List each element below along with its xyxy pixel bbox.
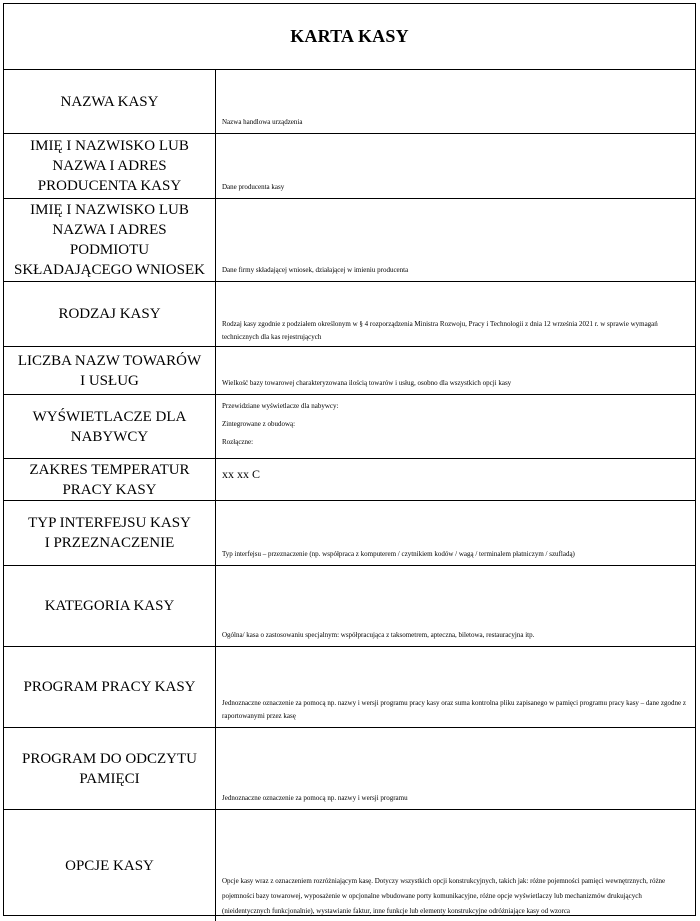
row-options xyxy=(4,810,695,921)
row-applicant xyxy=(4,199,695,282)
displays-lines xyxy=(222,397,687,451)
row-temperature xyxy=(4,459,695,501)
field-goods-count[interactable] xyxy=(216,347,695,394)
row-goods-count xyxy=(4,347,695,395)
row-register-type xyxy=(4,282,695,347)
hint-memory-reader: Jednoznaczne oznaczenie za pomocą np. nazwy i wersji programu xyxy=(222,794,408,802)
row-category xyxy=(4,566,695,647)
label-temperature: ZAKRES TEMPERATUR PRACY KASY xyxy=(4,459,216,500)
cash-register-card xyxy=(3,3,696,916)
label-displays: WYŚWIETLACZE DLA NABYWCY xyxy=(4,395,216,458)
field-program[interactable] xyxy=(216,647,695,727)
label-category: KATEGORIA KASY xyxy=(4,566,216,646)
display-line-separate: Rozłączne: xyxy=(222,438,254,446)
field-category[interactable] xyxy=(216,566,695,646)
display-line-provided: Przewidziane wyświetlacze dla nabywcy: xyxy=(222,402,339,410)
row-manufacturer xyxy=(4,134,695,199)
hint-manufacturer: Dane producenta kasy xyxy=(222,183,285,191)
row-program xyxy=(4,647,695,728)
row-register-name xyxy=(4,70,695,134)
label-manufacturer: IMIĘ I NAZWISKO LUB NAZWA I ADRES PRODUCENTA KASY xyxy=(4,134,216,198)
field-displays[interactable] xyxy=(216,395,695,458)
hint-applicant: Dane firmy składającej wniosek, działającej w imieniu producenta xyxy=(222,266,409,274)
hint-interface: Typ interfejsu – przeznaczenie (np. współpraca z komputerem / czytnikiem kodów / wagą / terminalem płatniczym / szufladą) xyxy=(222,550,575,558)
hint-goods-count: Wielkość bazy towarowej charakteryzowana ilością towarów i usług, osobno dla wszystkich opcji kasy xyxy=(222,379,512,387)
hint-register-type: Rodzaj kasy zgodnie z podziałem określonym w § 4 rozporządzenia Ministra Rozwoju, Pracy i Technologii z dnia 12 września 2021 r. w sprawie wymagań technicznych dla kas rejestrujących xyxy=(222,320,658,341)
row-interface xyxy=(4,501,695,566)
label-interface: TYP INTERFEJSU KASY I PRZEZNACZENIE xyxy=(4,501,216,565)
field-manufacturer[interactable] xyxy=(216,134,695,198)
field-memory-reader[interactable] xyxy=(216,728,695,809)
field-applicant[interactable] xyxy=(216,199,695,281)
row-displays xyxy=(4,395,695,459)
label-register-name: NAZWA KASY xyxy=(4,70,216,133)
field-register-name[interactable] xyxy=(216,70,695,133)
row-memory-reader xyxy=(4,728,695,810)
label-memory-reader: PROGRAM DO ODCZYTU PAMIĘCI xyxy=(4,728,216,809)
hint-options: Opcje kasy wraz z oznaczeniem rozróżniającym kasę. Dotyczy wszystkich opcji konstrukcyjnych, takich jak: różne pojemności pamięci wewnętrznych, różne pojemności bazy towarowej, wyposażenie w opcjonalne wbudowane porty komunikacyjne, różne opcje wyświetlaczy lub mechanizmów drukujących (nieidentycznych funkcjonalnie), wystawianie faktur, inne funkcje lub elementy konstrukcyjne odróżniające kasy od wzorca xyxy=(222,877,666,915)
field-temperature[interactable] xyxy=(216,459,695,500)
label-register-type: RODZAJ KASY xyxy=(4,282,216,346)
label-applicant: IMIĘ I NAZWISKO LUB NAZWA I ADRES PODMIOTU SKŁADAJĄCEGO WNIOSEK xyxy=(4,199,216,281)
label-options: OPCJE KASY xyxy=(4,810,216,921)
hint-register-name: Nazwa handlowa urządzenia xyxy=(222,118,303,126)
temperature-range: xx xx C xyxy=(222,467,261,481)
field-register-type[interactable] xyxy=(216,282,695,346)
document-title: KARTA KASY xyxy=(4,4,695,70)
hint-program: Jednoznaczne oznaczenie za pomocą np. nazwy i wersji programu pracy kasy oraz suma kontrolna pliku zapisanego w pamięci programu pracy kasy – dane zgodne z raportowanymi przez kasę xyxy=(222,699,686,720)
field-options[interactable] xyxy=(216,810,695,921)
hint-category: Ogólna/ kasa o zastosowaniu specjalnym: współpracująca z taksometrem, apteczna, biletowa, restauracyjna itp. xyxy=(222,631,535,639)
label-goods-count: LICZBA NAZW TOWARÓW I USŁUG xyxy=(4,347,216,394)
field-interface[interactable] xyxy=(216,501,695,565)
display-line-integrated: Zintegrowane z obudową: xyxy=(222,420,296,428)
label-program: PROGRAM PRACY KASY xyxy=(4,647,216,727)
